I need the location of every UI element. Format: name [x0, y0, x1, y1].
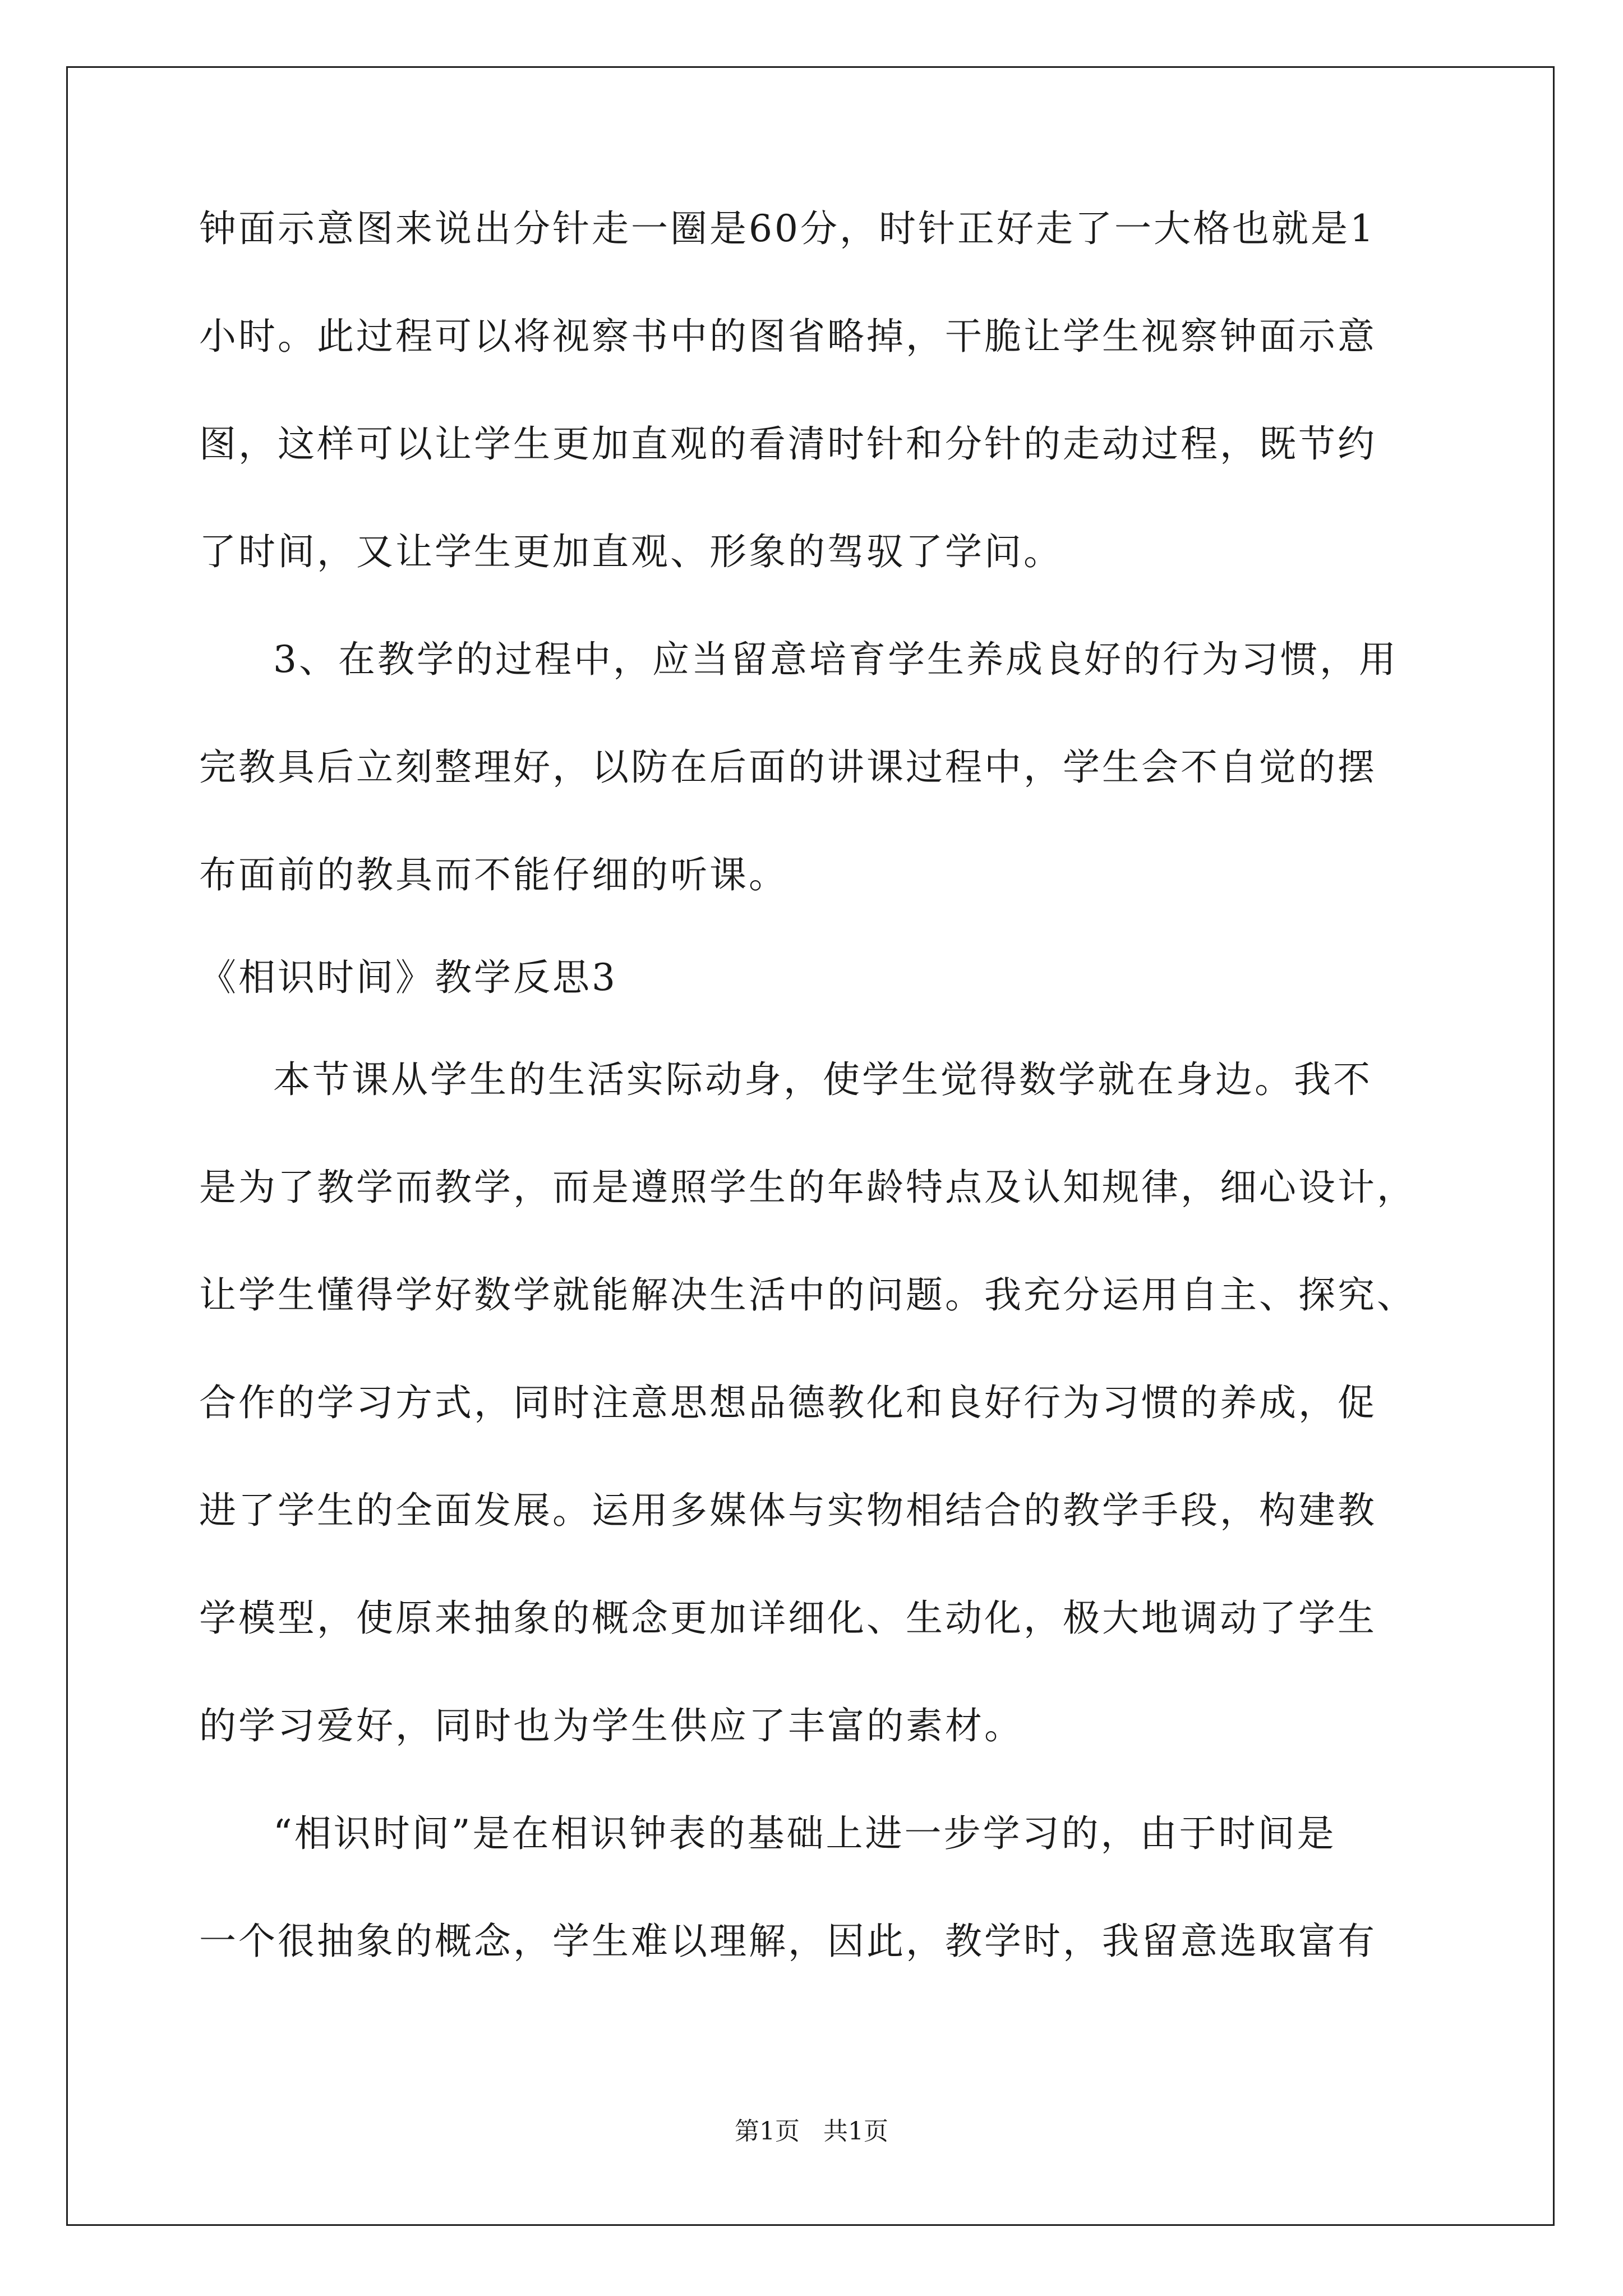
text-line: 图，这样可以让学生更加直观的看清时针和分针的走动过程，既节约: [199, 422, 1377, 466]
text-line: 了时间，又让学生更加直观、形象的驾驭了学问。: [199, 530, 1063, 573]
text-line: 布面前的教具而不能仔细的听课。: [199, 853, 788, 896]
text-line: 小时。此过程可以将视察书中的图省略掉，干脆让学生视察钟面示意: [199, 315, 1377, 358]
text-line: 合作的学习方式，同时注意思想品德教化和良好行为习惯的养成，促: [199, 1381, 1377, 1424]
section-heading: 《相识时间》教学反思3: [199, 956, 617, 999]
text-line: 的学习爱好，同时也为学生供应了丰富的素材。: [199, 1704, 1023, 1747]
text-line: 一个很抽象的概念，学生难以理解，因此，教学时，我留意选取富有: [199, 1920, 1377, 1963]
text-line: “相识时间”是在相识钟表的基础上进一步学习的，由于时间是: [273, 1812, 1336, 1855]
text-line: 学模型，使原来抽象的概念更加详细化、生动化，极大地调动了学生: [199, 1596, 1377, 1640]
page-border: [66, 66, 1555, 2226]
page-number-footer: 第1页 共1页: [735, 2117, 888, 2146]
text-line: 让学生懂得学好数学就能解决生活中的问题。我充分运用自主、探究、: [199, 1273, 1416, 1317]
text-line: 完教具后立刻整理好，以防在后面的讲课过程中，学生会不自觉的摆: [199, 746, 1377, 789]
text-line: 进了学生的全面发展。运用多媒体与实物相结合的教学手段，构建教: [199, 1489, 1377, 1532]
text-line: 钟面示意图来说出分针走一圈是60分，时针正好走了一大格也就是1: [199, 207, 1376, 250]
text-line: 3、在教学的过程中，应当留意培育学生养成良好的行为习惯，用: [273, 638, 1398, 681]
text-line: 是为了教学而教学，而是遵照学生的年龄特点及认知规律，细心设计，: [199, 1166, 1416, 1209]
text-line: 本节课从学生的生活实际动身，使学生觉得数学就在身边。我不: [273, 1058, 1372, 1101]
